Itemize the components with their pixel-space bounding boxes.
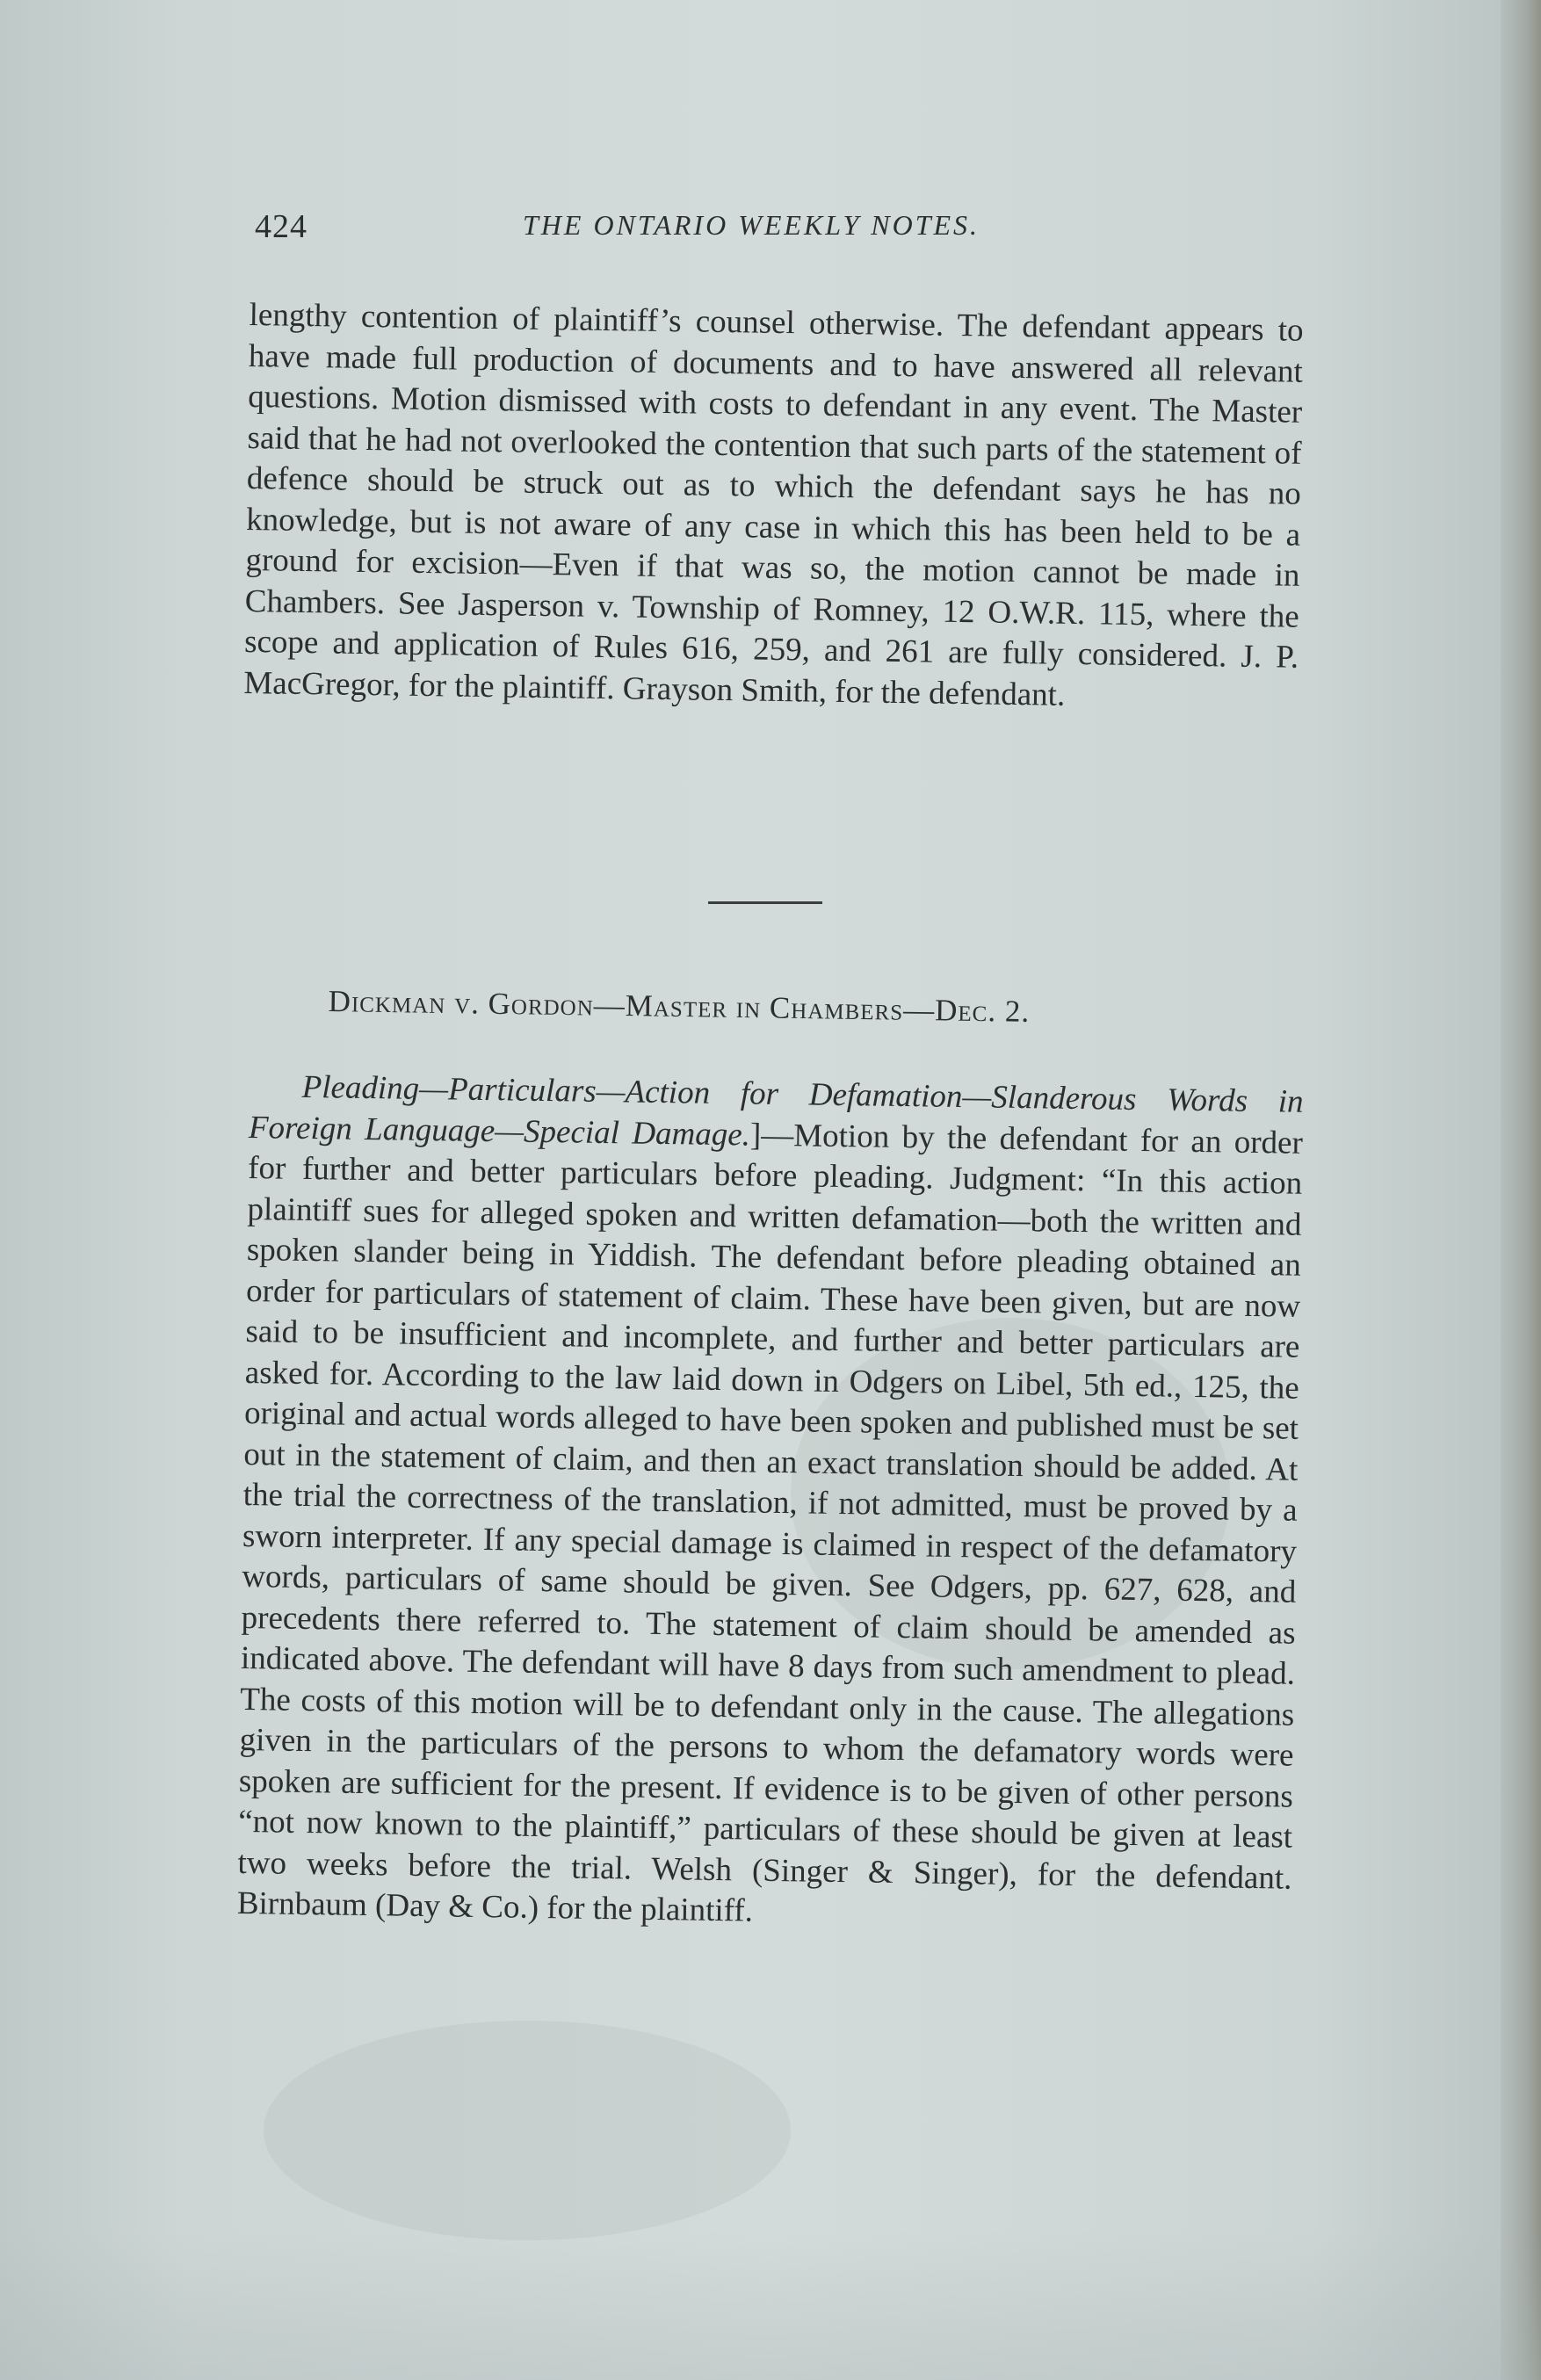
page-header (255, 207, 1335, 260)
case-body: ]—Motion by the defendant for an order for further and better particulars before pleading. Judgment: “In this action plaintiff sues for alleged spoken and written defamation—both the written and spoken slander being in Yiddish. The defendant before pleading obtained an order for particulars of statement of claim. These have been given, but are now said to be insufficient and incomplete, and further and better particulars are asked for. According to the law laid down in Odgers on Libel, 5th ed., 125, the original and actual words alleged to have been spoken and published must be set out in the statement of claim, and then an exact translation should be added. At the trial the correctness of the translation, if not admitted, must be proved by a sworn interpreter. If any special damage is claimed in respect of the defamatory words, particulars of same should be given. See Odgers, pp. 627, 628, and precedents there referred to. The statement of claim should be amended as indicated above. The defendant will have 8 days from such amendment to plead. The costs of this motion will be to defendant only in the cause. The allegations given in the particulars of the persons to whom the defamatory words were spoken are sufficient for the present. If evidence is to be given of other persons “not now known to the plaintiff,” particulars of these should be given at least two weeks before the trial. Welsh (Singer & Singer), for the defendant. Birnbaum (Day & Co.) for the plaintiff. (236, 1116, 1304, 1929)
page-number: 424 (255, 208, 307, 245)
page-edge (1501, 0, 1541, 2380)
first-passage (243, 295, 1304, 720)
case-report (237, 1067, 1304, 1940)
case-paragraph (237, 1067, 1304, 1940)
section-divider (708, 901, 822, 904)
running-head: THE ONTARIO WEEKLY NOTES. (523, 209, 980, 241)
page-bottom-shadow (0, 2231, 1541, 2380)
case-title: Dickman v. Gordon—Master in Chambers—Dec. 2. (328, 984, 1031, 1029)
case-headnote: Pleading—Particulars—Action for Defamation—Slanderous Words in Foreign Language—Special Damage. (248, 1068, 1304, 1153)
page-stain (264, 2021, 791, 2240)
first-passage-paragraph: lengthy contention of plaintiff’s counsel otherwise. The defendant appears to have made full production of documents and to have answered all relevant questions. Motion dismissed with costs to defendant in any event. The Master said that he had not overlooked the contention that such parts of the statement of defence should be struck out as to which the defendant says he has no knowledge, but is not aware of any case in which this has been held to be a ground for excision—Even if that was so, the motion cannot be made in Chambers. See Jasperson v. Township of Romney, 12 O.W.R. 115, where the scope and application of Rules 616, 259, and 261 are fully considered. J. P. MacGregor, for the plaintiff. Grayson Smith, for the defendant. (243, 296, 1304, 713)
